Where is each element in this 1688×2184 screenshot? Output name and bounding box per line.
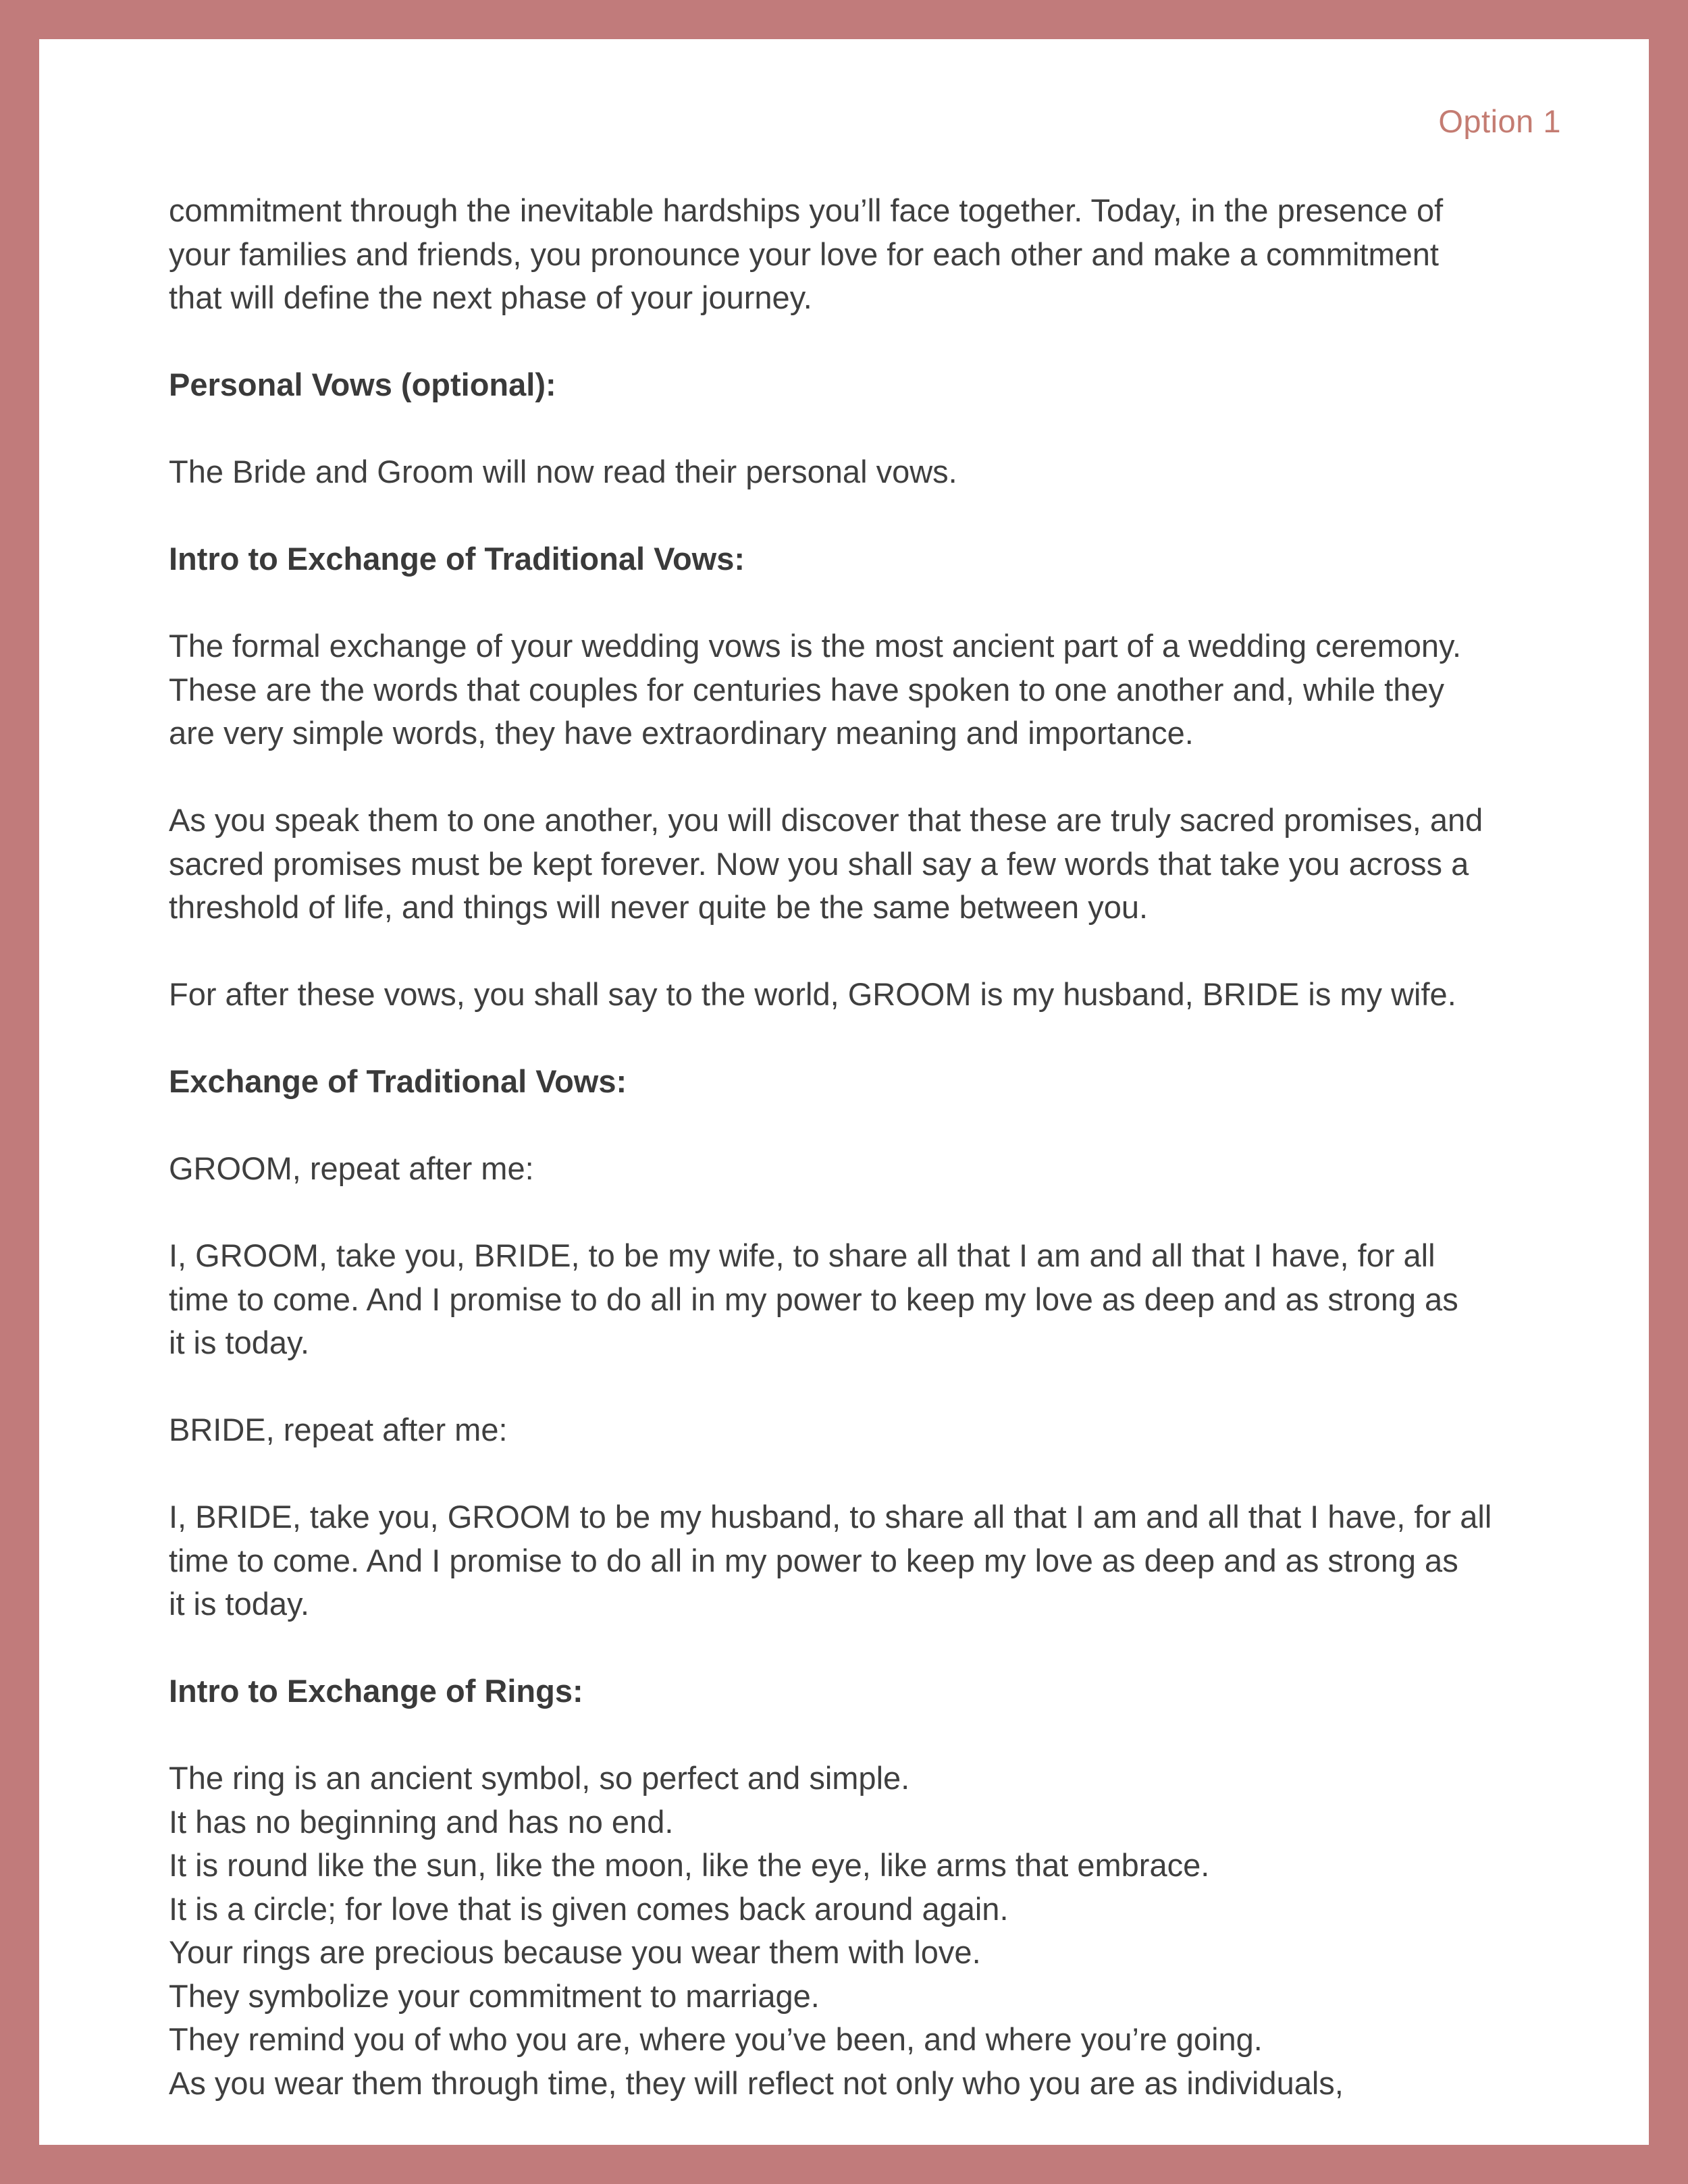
text-line: Your rings are precious because you wear them with love. — [169, 1934, 981, 1970]
intro-paragraph — [169, 189, 1580, 320]
bride-repeat-text: BRIDE, repeat after me: — [169, 1412, 508, 1447]
text-line: it is today. — [169, 1325, 310, 1360]
text-line: time to come. And I promise to do all in my power to keep my love as deep and as strong as — [169, 1281, 1458, 1317]
text-line: The ring is an ancient symbol, so perfect and simple. — [169, 1760, 910, 1796]
text-line: it is today. — [169, 1586, 310, 1622]
text-line: are very simple words, they have extraordinary meaning and importance. — [169, 715, 1194, 751]
text-line: that will define the next phase of your journey. — [169, 279, 812, 315]
text-line: As you speak them to one another, you will discover that these are truly sacred promises, and — [169, 802, 1483, 838]
rings-paragraph — [169, 1757, 1580, 2105]
text-line: I, BRIDE, take you, GROOM to be my husband, to share all that I am and all that I have, for all — [169, 1499, 1492, 1535]
option-label: Option 1 — [1438, 103, 1561, 139]
text-line: These are the words that couples for centuries have spoken to one another and, while they — [169, 671, 1444, 708]
sacred-promises-paragraph — [169, 799, 1580, 930]
text-line: sacred promises must be kept forever. Now you shall say a few words that take you across a — [169, 845, 1469, 882]
text-line: commitment through the inevitable hardships you’ll face together. Today, in the presence of — [169, 192, 1444, 228]
text-line: time to come. And I promise to do all in my power to keep my love as deep and as strong as — [169, 1542, 1458, 1578]
intro-traditional-vows-heading: Intro to Exchange of Traditional Vows: — [169, 541, 745, 577]
text-line: I, GROOM, take you, BRIDE, to be my wife, to share all that I am and all that I have, for all — [169, 1237, 1435, 1273]
text-line: threshold of life, and things will never quite be the same between you. — [169, 889, 1149, 925]
bride-vow-paragraph — [169, 1495, 1580, 1626]
text-line: It has no beginning and has no end. — [169, 1803, 674, 1840]
rings-heading: Intro to Exchange of Rings: — [169, 1673, 583, 1709]
text-line: They remind you of who you are, where you’ve been, and where you’re going. — [169, 2021, 1263, 2057]
text-line: The formal exchange of your wedding vows is the most ancient part of a wedding ceremony. — [169, 628, 1462, 664]
document-page — [39, 39, 1649, 2145]
text-line: It is a circle; for love that is given comes back around again. — [169, 1890, 1009, 1927]
text-line: As you wear them through time, they will reflect not only who you are as individuals, — [169, 2065, 1344, 2101]
groom-repeat-text: GROOM, repeat after me: — [169, 1150, 534, 1186]
text-line: It is round like the sun, like the moon, like the eye, like arms that embrace. — [169, 1847, 1210, 1883]
ceremony-script — [169, 189, 1580, 2105]
formal-exchange-paragraph — [169, 624, 1580, 755]
traditional-vows-heading: Exchange of Traditional Vows: — [169, 1063, 627, 1099]
groom-vow-paragraph — [169, 1234, 1580, 1365]
personal-vows-heading: Personal Vows (optional): — [169, 367, 556, 402]
text-line: They symbolize your commitment to marriage. — [169, 1977, 820, 2014]
personal-vows-text: The Bride and Groom will now read their personal vows. — [169, 454, 957, 489]
text-line: your families and friends, you pronounce your love for each other and make a commitment — [169, 236, 1439, 272]
after-vows-text: For after these vows, you shall say to the world, GROOM is my husband, BRIDE is my wife. — [169, 976, 1456, 1012]
